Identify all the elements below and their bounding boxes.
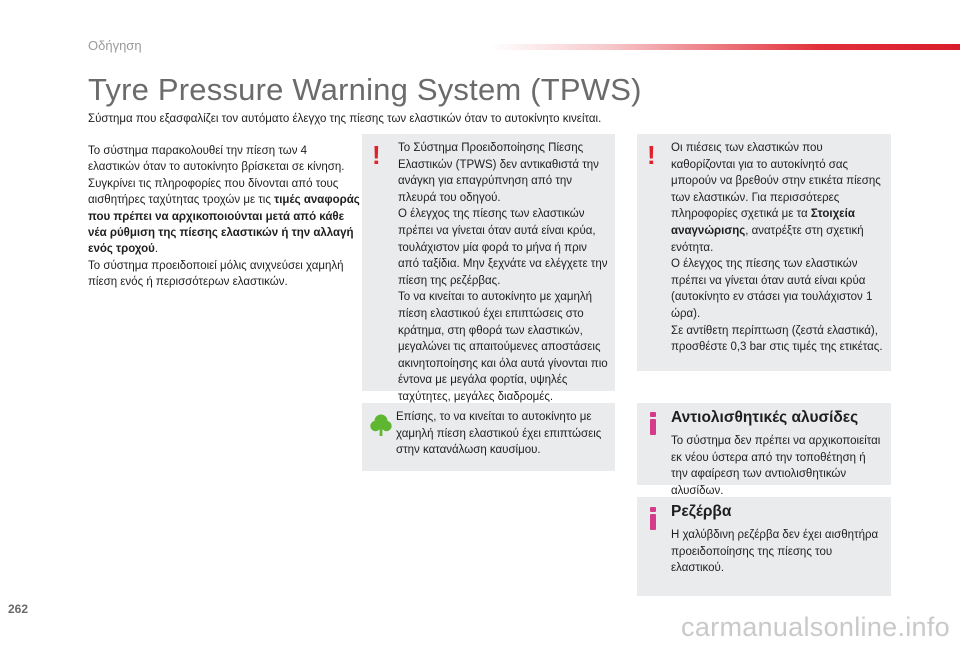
header-accent-bar	[490, 44, 960, 50]
info-box-snow-chains	[637, 403, 891, 497]
warning-box-text	[398, 140, 608, 406]
warning-paragraph: Ο έλεγχος της πίεσης των ελαστικών πρέπει να γίνεται όταν αυτά είναι κρύα (αυτοκίνητο εν στάσει για τουλάχιστον 1 ώρα).	[671, 258, 873, 320]
eco-text: Επίσης, το να κινείται το αυτοκίνητο με χαμηλή πίεση ελαστικού έχει επιπτώσεις στην κατανάλωση καυσίμου.	[396, 411, 602, 457]
warning-box-tpws	[362, 134, 615, 403]
page-number: 262	[8, 602, 29, 616]
warning-text-span: Οι πιέσεις των ελαστικών που καθορίζονται για το αυτοκίνητό σας μπορούν να βρεθούν στην ετικέτα πίεσης των ελαστικών. Για περισσότερες πληροφορίες σχετικά με τα	[671, 142, 881, 221]
info-box-text: Το σύστημα δεν πρέπει να αρχικοποιείται εκ νέου ύστερα από την τοποθέτηση ή την αφαίρεση των αντιολισθητικών αλυσίδων.	[671, 435, 881, 497]
intro-text-span: .	[154, 243, 159, 256]
info-icon	[650, 507, 656, 530]
warning-paragraph: Το Σύστημα Προειδοποίησης Πίεσης Ελαστικών (TPWS) δεν αντικαθιστά την ανάγκη για επαγρύπνηση από την πλευρά του οδηγού.	[398, 142, 599, 204]
tree-eco-icon	[370, 413, 392, 437]
intro-text	[88, 143, 360, 291]
intro-paragraph: Το σύστημα προειδοποιεί μόλις ανιχνεύσει χαμηλή πίεση ενός ή περισσότερων ελαστικών.	[88, 259, 344, 289]
info-box-content	[671, 409, 885, 499]
page-subtitle: Σύστημα που εξασφαλίζει τον αυτόματο έλεγχο της πίεσης των ελαστικών όταν το αυτοκίνητο κινείται.	[88, 113, 602, 125]
warning-paragraph: Ο έλεγχος της πίεσης των ελαστικών πρέπει να γίνεται όταν αυτά είναι κρύα, τουλάχιστον μία φορά το μήνα ή πριν από ταξίδια. Μην ξεχνάτε να ελέγχετε την πίεση της ρεζέρβας.	[398, 208, 608, 287]
info-box-heading: Αντιολισθητικές αλυσίδες	[671, 409, 859, 426]
warning-text-span: , ανατρέξτε στη σχετική ενότητα.	[671, 224, 864, 254]
info-icon	[650, 412, 656, 435]
warning-exclamation-icon: !	[647, 140, 656, 170]
intro-bold-span: τιμές αναφοράς που πρέπει να αρχικοποιούνται μετά από κάθε νέα ρύθμιση της πίεσης ελαστικών ή την αλλαγή ενός τροχού	[88, 194, 360, 256]
intro-paragraph	[88, 176, 360, 258]
info-box-spare-wheel	[637, 497, 891, 596]
identification-link-text: Στοιχεία αναγνώρισης	[671, 208, 855, 237]
warning-paragraph: Σε αντίθετη περίπτωση (ζεστά ελαστικά), προσθέστε 0,3 bar στις τιμές της ετικέτας.	[671, 324, 883, 354]
intro-paragraph: Το σύστημα παρακολουθεί την πίεση των 4 ελαστικών όταν το αυτοκίνητο βρίσκεται σε κίνηση.	[88, 145, 345, 174]
section-header: Οδήγηση	[88, 38, 142, 53]
eco-box	[362, 403, 615, 471]
intro-text-span: Συγκρίνει τις πληροφορίες που δίνονται από τους αισθητήρες ταχύτητας τροχών με τις	[88, 177, 339, 207]
warning-paragraph	[671, 140, 885, 256]
info-box-heading: Ρεζέρβα	[671, 503, 732, 520]
info-box-content	[671, 503, 885, 577]
info-box-text: Η χαλύβδινη ρεζέρβα δεν έχει αισθητήρα προειδοποίησης της πίεσης του ελαστικού.	[671, 529, 879, 575]
warning-paragraph: Το να κινείται το αυτοκίνητο με χαμηλή πίεση ελαστικού έχει επιπτώσεις στο κράτημα, στη φθορά των ελαστικών, μεγαλώνει τις απαιτούμενες αποστάσεις ακινητοποίησης και όλα αυτά γίνονται πιο έντονα με μεγάλα φορτία, υψηλές ταχύτητες, μεγάλες διαδρομές.	[398, 291, 608, 403]
watermark: carmanualsonline.info	[681, 612, 950, 642]
warning-exclamation-icon: !	[372, 140, 381, 170]
page-title: Tyre Pressure Warning System (TPWS)	[88, 72, 642, 107]
warning-box-text	[671, 140, 885, 356]
warning-box-pressure	[637, 134, 891, 371]
